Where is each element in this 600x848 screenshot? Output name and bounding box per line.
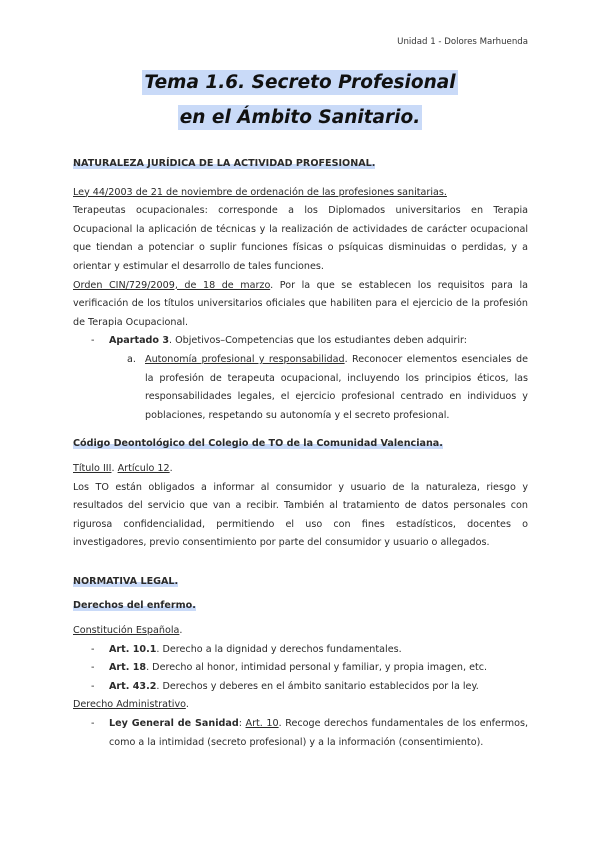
page-title	[0, 70, 600, 130]
list-item: - Art. 43.2. Derechos y deberes en el ámbito sanitario establecidos por la ley.	[91, 680, 479, 692]
list-item: - Art. 18. Derecho al honor, intimidad personal y familiar, y propia imagen, etc.	[91, 662, 488, 674]
section-heading-codigo: Código Deontológico del Colegio de TO de la Comunidad Valenciana.	[73, 438, 443, 450]
admin-label: Derecho Administrativo.	[73, 699, 189, 711]
list-item: - Art. 10.1. Derecho a la dignidad y derechos fundamentales.	[91, 643, 402, 655]
title-line-1: Tema 1.6. Secreto Profesional	[144, 72, 456, 93]
section-heading-normativa: NORMATIVA LEGAL.	[73, 575, 179, 587]
subheading-derechos: Derechos del enfermo.	[73, 600, 196, 612]
paragraph-codigo: Los TO están obligados a informar al consumidor y usuario de la naturaleza, riesgo y resultados del servicio que van a recibir. También al tratamiento de datos personales con rigurosa confidencialidad, permitiendo el uso con fines estadísticos, docentes o investigadores, previo consentimiento por parte del consumidor y usuario o allegados.	[73, 481, 528, 549]
law-reference: Ley 44/2003 de 21 de noviembre de ordenación de las profesiones sanitarias.	[73, 186, 447, 198]
paragraph-orden: Orden CIN/729/2009, de 18 de marzo. Por la que se establecen los requisitos para la verificación de los títulos universitarios oficiales que habiliten para el ejercicio de la profesión de Terapia Ocupacional.	[73, 279, 528, 328]
order-reference: Orden CIN/729/2009, de 18 de marzo	[73, 279, 271, 291]
title-line-2: en el Ámbito Sanitario.	[179, 107, 421, 128]
constitucion-label: Constitución Española.	[73, 625, 183, 637]
document-body	[73, 155, 528, 752]
page-header: Unidad 1 - Dolores Marhuenda	[397, 37, 528, 47]
paragraph-terapeutas: Terapeutas ocupacionales: corresponde a los Diplomados universitarios en Terapia Ocupacional la aplicación de técnicas y la realización de actividades de carácter ocupacional que tiendan a potenciar o suplir funciones físicas o psíquicas disminuidas o perdidas, y a orientar y estimular el desarrollo de tales funciones.	[73, 205, 528, 272]
list-item: - Ley General de Sanidad: Art. 10. Recoge derechos fundamentales de los enfermos, como a la intimidad (secreto profesional) y a la información (consentimiento).	[91, 718, 528, 748]
section-heading-naturaleza: NATURALEZA JURÍDICA DE LA ACTIVIDAD PROFESIONAL.	[73, 158, 376, 169]
bullet-apartado: - Apartado 3. Objetivos–Competencias que los estudiantes deben adquirir:	[91, 335, 468, 347]
codigo-references: Título III. Artículo 12.	[73, 462, 173, 474]
sub-item-autonomia: a. Autonomía profesional y responsabilidad. Reconocer elementos esenciales de la profesión de terapeuta ocupacional, incluyendo los principios éticos, las responsabilidades legales, el ejercicio profesional centrado en individuos y poblaciones, respetando su autonomía y el secreto profesional.	[127, 353, 528, 421]
